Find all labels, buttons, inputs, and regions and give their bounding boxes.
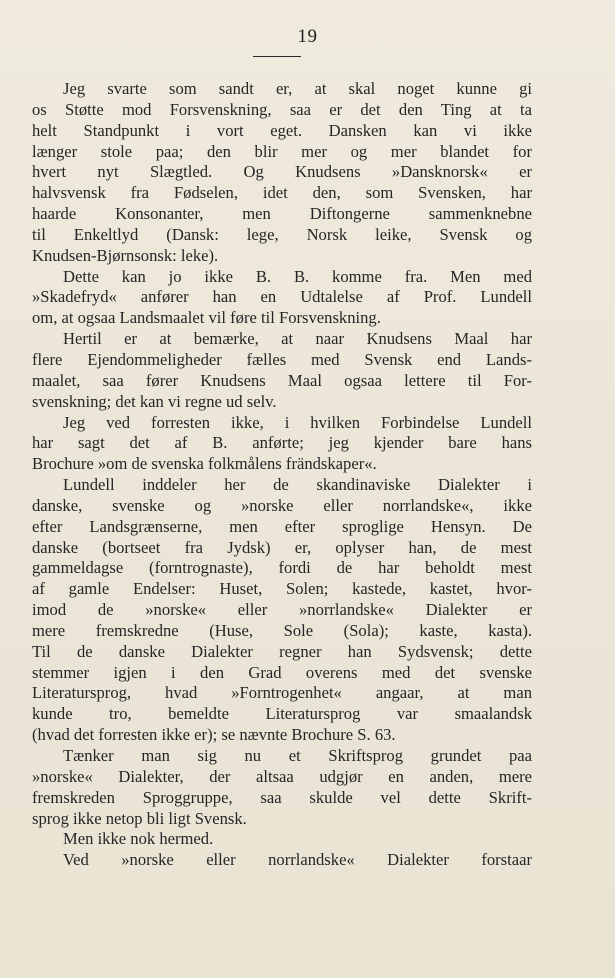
text-line: Jeg ved forresten ikke, i hvilken Forbindelse Lundell [63,412,532,432]
text-line: gammeldagse (forntrognaste), fordi de har beholdt mest [32,558,532,578]
header-rule [253,56,301,57]
text-line: Knudsen-Bjørnsonsk: leke). [32,245,219,265]
text-line: svenskning; det kan vi regne ud selv. [32,391,277,411]
text-line: Men ikke nok hermed. [63,829,214,849]
text-line: Literatursprog, hvad »Forntrogenhet« angaar, at man [32,683,532,703]
text-line: danske (bortseet fra Jydsk) er, oplyser han, de mest [32,537,532,557]
text-line: Tænker man sig nu et Skriftsprog grundet paa [63,746,532,765]
text-line: imod de »norske« eller »norrlandske« Dialekter er [32,600,532,620]
text-line: helt Standpunkt i vort eget. Dansken kan vi ikke [32,120,532,140]
text-line: »norske« Dialekter, der altsaa udgjør en anden, mere [32,766,532,786]
text-line: haarde Konsonanter, men Diftongerne sammenknebne [32,204,532,224]
text-line: kunde tro, bemeldte Literatursprog var smaalandsk [32,704,532,724]
text-line: Hertil er at bemærke, at naar Knudsens Maal har [63,329,532,349]
text-line: Brochure »om de svenska folkmålens frändskaper«. [32,454,377,474]
text-line: os Støtte mod Forsvenskning, saa er det den Ting at ta [32,99,532,119]
text-line: Dette kan jo ikke B. B. komme fra. Men med [63,266,532,286]
text-line: stemmer igjen i den Grad overens med det svenske [32,662,532,682]
body-text [32,79,532,871]
text-line: om, at ogsaa Landsmaalet vil føre til Forsvenskning. [32,308,381,328]
text-line: »Skadefryd« anfører han en Udtalelse af Prof. Lundell [32,287,532,307]
text-line: af gamle Endelser: Huset, Solen; kastede, kastet, hvor- [32,579,532,599]
text-line: til Enkeltlyd (Dansk: lege, Norsk leike, Svensk og [32,224,532,244]
text-line: (hvad det forresten ikke er); se nævnte Brochure S. 63. [32,725,396,745]
text-line: maalet, saa fører Knudsens Maal ogsaa lettere til For- [32,370,532,390]
text-line: halvsvensk fra Fødselen, idet den, som Svensken, har [32,183,532,203]
text-line: danske, svenske og »norske eller norrlandske«, ikke [32,495,532,515]
text-line: længer stole paa; den blir mer og mer blandet for [32,141,532,161]
text-line: hvert nyt Slægtled. Og Knudsens »Dansknorsk« er [32,162,532,182]
text-line: har sagt det af B. anførte; jeg kjender bare hans [32,433,532,453]
text-line: sprog ikke netop bli ligt Svensk. [32,808,247,828]
text-line: Jeg svarte som sandt er, at skal noget kunne gi [63,79,532,98]
text-line: flere Ejendommeligheder fælles med Svensk end Lands- [32,349,532,369]
text-line: Til de danske Dialekter regner han Sydsvensk; dette [32,641,532,661]
text-line: efter Landsgrænserne, men efter sproglige Hensyn. De [32,516,532,536]
page-number: 19 [297,26,318,47]
text-line: fremskreden Sproggruppe, saa skulde vel dette Skrift- [32,787,532,807]
text-line: Lundell inddeler her de skandinaviske Dialekter i [63,475,532,495]
text-line: mere fremskredne (Huse, Sole (Sola); kaste, kasta). [32,620,532,640]
text-line: Ved »norske eller norrlandske« Dialekter forstaar [63,850,532,870]
